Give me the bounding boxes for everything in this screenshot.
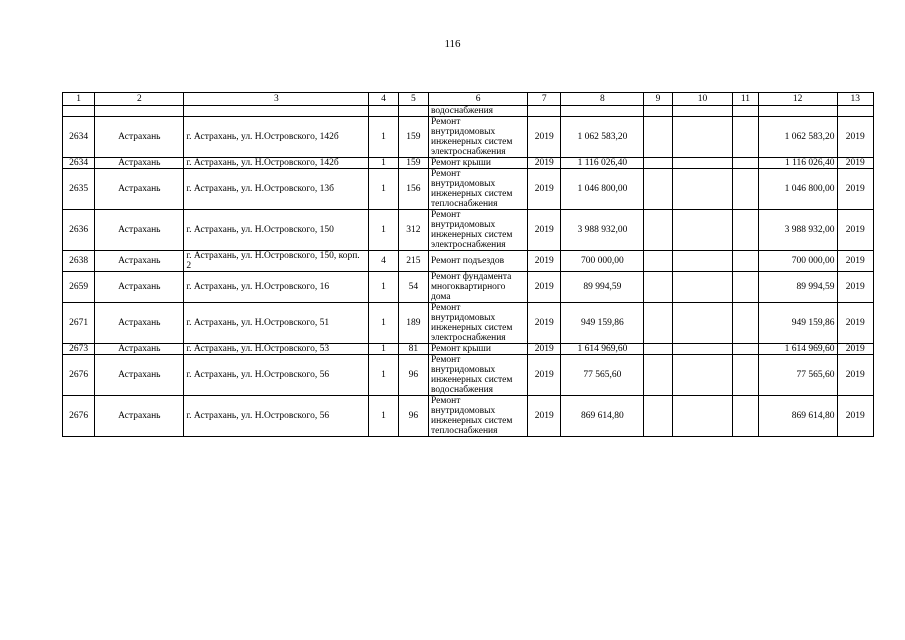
address-cell: г. Астрахань, ул. Н.Островского, 16 [184,272,369,303]
column-header: 5 [398,93,428,106]
col10-cell [672,344,733,355]
id-cell: 2638 [63,251,95,272]
col9-cell [644,303,672,344]
city-cell: Астрахань [95,169,184,210]
col4-cell: 4 [369,251,398,272]
col13-cell: 2019 [837,355,874,396]
col10-cell [672,303,733,344]
col5-cell: 156 [398,169,428,210]
col5-cell: 159 [398,117,428,158]
col4-cell: 1 [369,210,398,251]
address-cell: г. Астрахань, ул. Н.Островского, 150, корп. 2 [184,251,369,272]
col11-cell [733,272,758,303]
col11-cell [733,303,758,344]
col13-cell: 2019 [837,169,874,210]
id-cell: 2673 [63,344,95,355]
column-header: 9 [644,93,672,106]
id-cell: 2676 [63,355,95,396]
col11-cell [733,117,758,158]
cost-cell: 869 614,80 [561,396,644,437]
col5-cell: 189 [398,303,428,344]
column-header: 8 [561,93,644,106]
col13-cell: 2019 [837,251,874,272]
column-header: 4 [369,93,398,106]
city-cell: Астрахань [95,355,184,396]
col12-cell: 3 988 932,00 [758,210,837,251]
col13-cell: 2019 [837,303,874,344]
city-cell: Астрахань [95,272,184,303]
id-cell: 2634 [63,158,95,169]
col10-cell [672,117,733,158]
address-cell: г. Астрахань, ул. Н.Островского, 150 [184,210,369,251]
id-cell: 2671 [63,303,95,344]
col4-cell: 1 [369,117,398,158]
address-cell: г. Астрахань, ул. Н.Островского, 142б [184,158,369,169]
data-table [62,92,874,437]
table-row [63,169,874,210]
cost-cell: 949 159,86 [561,303,644,344]
col11-cell [733,251,758,272]
col9-cell [644,169,672,210]
col9-cell [644,396,672,437]
col12-cell: 89 994,59 [758,272,837,303]
col12-cell: 1 062 583,20 [758,117,837,158]
work-type-cell: Ремонт внутридомовых инженерных систем электроснабжения [429,210,528,251]
work-type-cell: Ремонт крыши [429,344,528,355]
cost-cell: 1 116 026,40 [561,158,644,169]
col12-cell: 77 565,60 [758,355,837,396]
table-row [63,355,874,396]
col9-cell [644,355,672,396]
col13-cell: 2019 [837,272,874,303]
work-type-cell: Ремонт внутридомовых инженерных систем теплоснабжения [429,396,528,437]
col5-cell: 312 [398,210,428,251]
column-header: 7 [528,93,561,106]
table-row [63,396,874,437]
col12-cell: 700 000,00 [758,251,837,272]
col13-cell: 2019 [837,117,874,158]
id-cell: 2634 [63,117,95,158]
col4-cell: 1 [369,344,398,355]
city-cell: Астрахань [95,303,184,344]
col11-cell [733,169,758,210]
work-type-cell: Ремонт фундамента многоквартирного дома [429,272,528,303]
table-row [63,117,874,158]
cost-cell: 1 046 800,00 [561,169,644,210]
city-cell: Астрахань [95,210,184,251]
col4-cell: 1 [369,303,398,344]
col10-cell [672,251,733,272]
column-header: 6 [429,93,528,106]
year-cell: 2019 [528,355,561,396]
col12-cell: 949 159,86 [758,303,837,344]
city-cell: Астрахань [95,251,184,272]
year-cell: 2019 [528,117,561,158]
year-cell: 2019 [528,169,561,210]
col13-cell: 2019 [837,158,874,169]
work-type-cell: Ремонт внутридомовых инженерных систем теплоснабжения [429,169,528,210]
work-type-cell: Ремонт внутридомовых инженерных систем водоснабжения [429,355,528,396]
col10-cell [672,396,733,437]
col13-cell: 2019 [837,344,874,355]
city-cell: Астрахань [95,158,184,169]
col10-cell [672,272,733,303]
cost-cell: 700 000,00 [561,251,644,272]
address-cell: г. Астрахань, ул. Н.Островского, 53 [184,344,369,355]
col4-cell: 1 [369,272,398,303]
col4-cell: 1 [369,396,398,437]
col4-cell: 1 [369,158,398,169]
col9-cell [644,158,672,169]
col11-cell [733,355,758,396]
year-cell: 2019 [528,251,561,272]
id-cell: 2635 [63,169,95,210]
cost-cell: 89 994,59 [561,272,644,303]
id-cell: 2636 [63,210,95,251]
col9-cell [644,210,672,251]
col13-cell: 2019 [837,396,874,437]
table-row [63,344,874,355]
col10-cell [672,210,733,251]
id-cell: 2676 [63,396,95,437]
cost-cell: 77 565,60 [561,355,644,396]
table-row [63,303,874,344]
col4-cell: 1 [369,355,398,396]
cost-cell: 3 988 932,00 [561,210,644,251]
year-cell: 2019 [528,303,561,344]
col5-cell: 54 [398,272,428,303]
address-cell: г. Астрахань, ул. Н.Островского, 56 [184,396,369,437]
continuation-row [63,106,874,117]
cost-cell: 1 614 969,60 [561,344,644,355]
col4-cell: 1 [369,169,398,210]
work-type-cell: водоснабжения [429,106,528,117]
city-cell: Астрахань [95,396,184,437]
col10-cell [672,355,733,396]
address-cell: г. Астрахань, ул. Н.Островского, 13б [184,169,369,210]
cost-cell: 1 062 583,20 [561,117,644,158]
col9-cell [644,251,672,272]
table-row [63,158,874,169]
column-number-row [63,93,874,106]
year-cell: 2019 [528,210,561,251]
column-header: 3 [184,93,369,106]
col11-cell [733,210,758,251]
col5-cell: 159 [398,158,428,169]
city-cell: Астрахань [95,344,184,355]
city-cell: Астрахань [95,117,184,158]
work-type-cell: Ремонт внутридомовых инженерных систем электроснабжения [429,303,528,344]
col12-cell: 869 614,80 [758,396,837,437]
col9-cell [644,272,672,303]
col11-cell [733,158,758,169]
year-cell: 2019 [528,344,561,355]
column-header: 13 [837,93,874,106]
col5-cell: 81 [398,344,428,355]
work-type-cell: Ремонт крыши [429,158,528,169]
column-header: 2 [95,93,184,106]
column-header: 12 [758,93,837,106]
id-cell: 2659 [63,272,95,303]
col5-cell: 215 [398,251,428,272]
address-cell: г. Астрахань, ул. Н.Островского, 56 [184,355,369,396]
page-number: 116 [444,38,461,50]
col5-cell: 96 [398,355,428,396]
year-cell: 2019 [528,272,561,303]
col10-cell [672,158,733,169]
col9-cell [644,344,672,355]
col5-cell: 96 [398,396,428,437]
col12-cell: 1 046 800,00 [758,169,837,210]
col10-cell [672,169,733,210]
table-row [63,210,874,251]
work-type-cell: Ремонт внутридомовых инженерных систем электроснабжения [429,117,528,158]
col13-cell: 2019 [837,210,874,251]
table-row [63,272,874,303]
col11-cell [733,396,758,437]
col9-cell [644,117,672,158]
col12-cell: 1 614 969,60 [758,344,837,355]
address-cell: г. Астрахань, ул. Н.Островского, 142б [184,117,369,158]
col11-cell [733,344,758,355]
column-header: 1 [63,93,95,106]
year-cell: 2019 [528,396,561,437]
column-header: 11 [733,93,758,106]
table-row [63,251,874,272]
year-cell: 2019 [528,158,561,169]
address-cell: г. Астрахань, ул. Н.Островского, 51 [184,303,369,344]
col12-cell: 1 116 026,40 [758,158,837,169]
work-type-cell: Ремонт подъездов [429,251,528,272]
column-header: 10 [672,93,733,106]
